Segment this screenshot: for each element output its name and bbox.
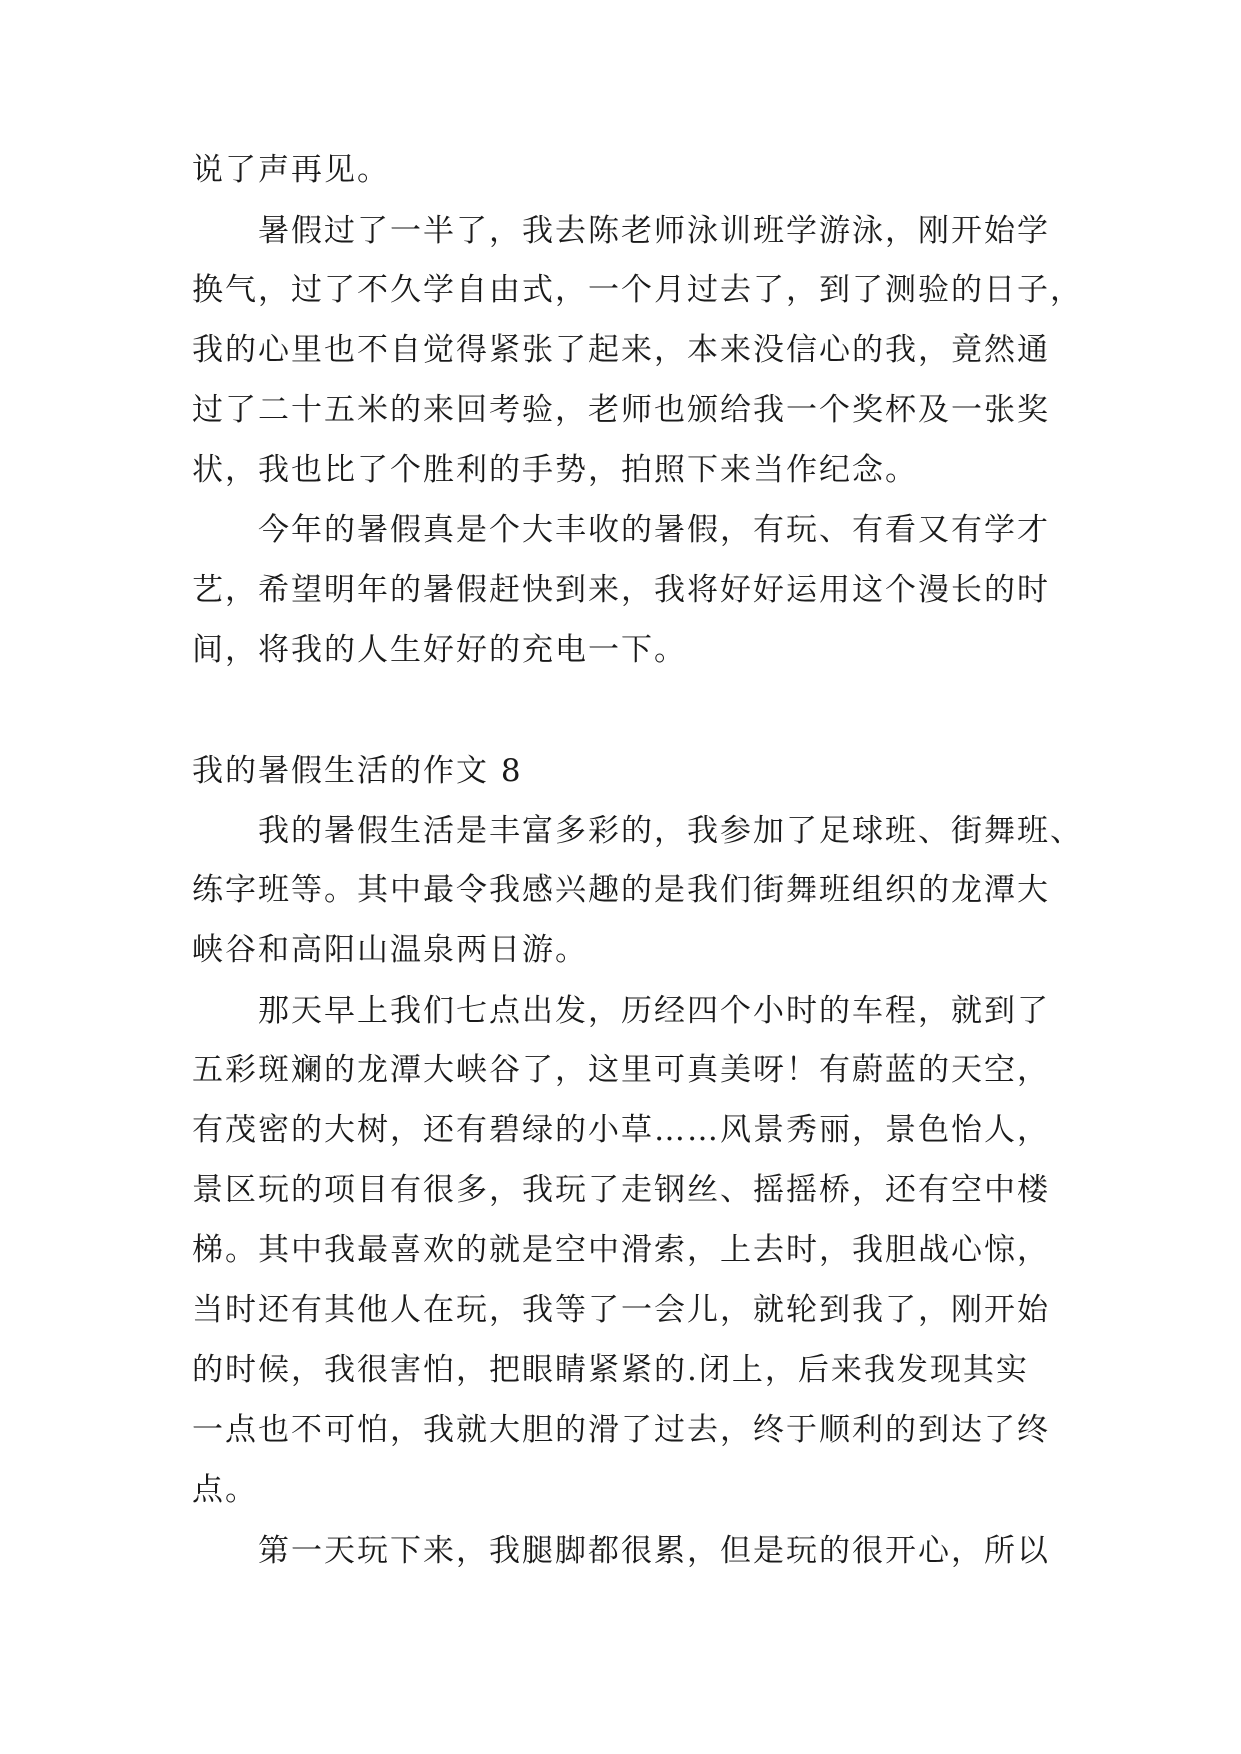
text-line: 状，我也比了个胜利的手势，拍照下来当作纪念。 [192,452,918,488]
text-line: 换气，过了不久学自由式，一个月过去了，到了测验的日子， [192,272,1083,308]
text-line: 我的心里也不自觉得紧张了起来，本来没信心的我，竟然通 [192,332,1050,368]
text-line: 艺，希望明年的暑假赶快到来，我将好好运用这个漫长的时 [192,572,1050,608]
text-line: 间，将我的人生好好的充电一下。 [192,632,687,668]
text-line: 当时还有其他人在玩，我等了一会儿，就轮到我了，刚开始 [192,1292,1050,1328]
text-line: 点。 [192,1472,258,1508]
text-line: 有茂密的大树，还有碧绿的小草……风景秀丽，景色怡人， [192,1112,1050,1148]
paragraph-line: 那天早上我们七点出发，历经四个小时的车程，就到了 [258,993,1050,1029]
paragraph-line: 我的暑假生活是丰富多彩的，我参加了足球班、街舞班、 [258,813,1083,849]
paragraph-line: 今年的暑假真是个大丰收的暑假，有玩、有看又有学才 [258,512,1050,548]
text-line: 说了声再见。 [192,152,390,188]
text-line: 一点也不可怕，我就大胆的滑了过去，终于顺利的到达了终 [192,1412,1050,1448]
text-line: 峡谷和高阳山温泉两日游。 [192,932,588,968]
text-line: 的时候，我很害怕，把眼睛紧紧的.闭上，后来我发现其实 [192,1352,1029,1388]
text-line: 景区玩的项目有很多，我玩了走钢丝、摇摇桥，还有空中楼 [192,1172,1050,1208]
text-line: 五彩斑斓的龙潭大峡谷了，这里可真美呀！有蔚蓝的天空， [192,1052,1050,1088]
text-line: 过了二十五米的来回考验，老师也颁给我一个奖杯及一张奖 [192,392,1050,428]
section-heading: 我的暑假生活的作文 8 [192,753,523,789]
paragraph-line: 暑假过了一半了，我去陈老师泳训班学游泳，刚开始学 [258,213,1050,249]
paragraph-line: 第一天玩下来，我腿脚都很累，但是玩的很开心，所以 [258,1533,1050,1569]
text-line: 梯。其中我最喜欢的就是空中滑索，上去时，我胆战心惊， [192,1232,1050,1268]
text-line: 练字班等。其中最令我感兴趣的是我们街舞班组织的龙潭大 [192,872,1050,908]
